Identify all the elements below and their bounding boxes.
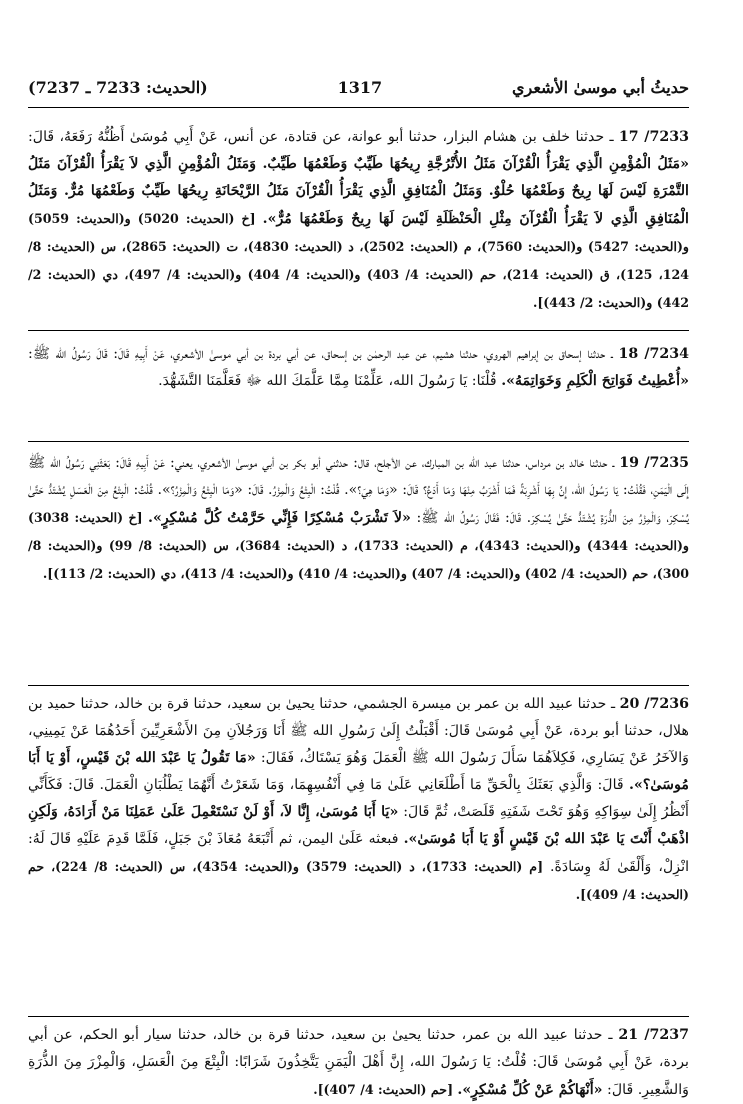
hadith-matn: «مَثَلُ الْمُؤْمِنِ الَّذِي يَقْرَأُ الْقُرْآنَ مَثَلُ الأُتْرُجَّةِ رِيحُهَا طَيِّبٌ وَطَعْمُهَا طَيِّبٌ. وَمَثَلُ الْمُؤْمِنِ الَّذِي لاَ يَقْرَأُ الْقُرْآنَ مَثَلُ التَّمْرَةِ لَيْسَ لَهَا رِيحٌ وَطَعْمُهَا حُلْوٌ. وَمَثَلُ الْمُنَافِقِ الَّذِي يَقْرَأُ الْقُرْآنَ مَثَلُ الرَّيْحَانَةِ رِيحُهَا طَيِّبٌ وَطَعْمُهَا مُرٌّ. وَمَثَلُ الْمُنَافِقِ الَّذِي لاَ يَقْرَأُ الْقُرْآنَ مِثْلِ الْحَنْظَلَةِ لَيْسَ لَهَا رِيحٌ وَطَعْمُهَا مُرٌّ».	[28, 156, 690, 227]
hadith-number: 7233/ 17	[618, 129, 689, 145]
hadith-7235	[28, 450, 689, 588]
header-rule	[28, 107, 689, 108]
hadith-isnad: ـ حدثنا خالد بن مرداس، حدثنا عبد الله بن المبارك، عن الأجلح، قال: حدثني أبو بكر بن أبي موسىٰ الأشعري، يعني: عَنْ أَبِيهِ قَالَ: بَعَثَنِي رَسُولُ الله ﷺ إِلَى الْيَمَنِ، فَقُلْتُ: يَا رَسُولَ الله، إِنَّ بِهَا أَشْرِبَةً فَمَا أَشْرَبُ مِنْهَا وَمَا أَدَعُ؟ قَالَ: «وَمَا هِيَ؟». قُلْتُ: الْبِتْعُ وَالْمِزْرُ. قَالَ: «وَمَا الْبِتْعُ وَالْمِزْرُ؟». قُلْتُ: الْبِتْعُ مِنَ الْعَسَلِ يُشْتَدُّ حَتَّىٰ يُسْكِرَ، وَالْمِزْرُ مِنَ الذُّرَةِ يُشْتَدُّ حَتَّىٰ يُسْكِرَ. قَالَ: فَقَالَ رَسُولُ الله ﷺ:	[28, 455, 689, 526]
page-number: 1317	[337, 77, 383, 97]
hadith-references: [م (الحديث: 1733)، د (الحديث: 3579) و(الحديث: 4354)، س (الحديث: 8/ 224)، حم (الحديث: 4/ 409)].	[28, 859, 689, 902]
hadith-tail: فبعثه عَلَىٰ اليمن، ثم أَتْبَعَهُ مُعَاذَ بْنَ جَبَلٍ، فَلَمَّا قَدِمَ عَلَيْهِ قَالَ لَهُ: انْزِلْ، وَأَلْقَىٰ لَهُ وِسَادَةً.	[28, 831, 690, 875]
hadith-matn: «مَا تَقُولُ يَا عَبْدَ الله بْنَ قَيْسٍ، أَوْ يَا أَبَا مُوسَىٰ؟».	[28, 750, 689, 793]
hadith-number: 7237/ 21	[618, 1027, 689, 1043]
hadith-tail: قُلْنَا: يَا رَسُولَ الله، عَلِّمْنَا مِمَّا عَلَّمَكَ الله ﷻ فَعَلَّمَنَا التَّشَهُّدَ.	[158, 373, 502, 389]
hadith-7237	[28, 1022, 689, 1104]
hadith-references: [خ (الحديث: 3038) و(الحديث: 4344) و(الحديث: 4343)، م (الحديث: 1733)، د (الحديث: 3684)، س (الحديث: 8/ 99) و(الحديث: 8/ 300)، حم (الحديث: 4/ 402) و(الحديث: 4/ 407) و(الحديث: 4/ 410) و(الحديث: 4/ 413)، دي (الحديث: 2/ 113)].	[28, 510, 690, 581]
hadith-number: 7235/ 19	[619, 455, 690, 471]
hadith-isnad: ـ حدثنا عبيد الله بن عمر بن ميسرة الجشمي، حدثنا يحيىٰ بن سعيد، حدثنا قرة بن خالد، حدثنا حميد بن هلال، حدثنا أبو بردة، عَنْ أَبِي مُوسَىٰ قَالَ: أَقْبَلْتُ إِلَىٰ رَسُولِ الله ﷺ أَنَا وَرَجُلاَنِ مِنَ الأَشْعَرِيِّينَ أَحَدُهُمَا عَنْ يَمِينِي، وَالآخَرُ عَنْ يَسَارِي، فَكِلاَهُمَا سَأَلَ رَسُولَ الله ﷺ الْعَمَلَ وَهُوَ يَسْتَاكُ، فَقَالَ:	[27, 696, 690, 766]
hadith-matn-2: «يَا أَبَا مُوسَىٰ، إِنَّا لاَ، أَوْ لَنْ نَسْتَعْمِلَ عَلَىٰ عَمَلِنَا مَنْ أَرَادَهُ، وَلَكِنِ اذْهَبْ أَنْتَ يَا عَبْدَ الله بْنَ قَيْسٍ أَوْ يَا أَبَا مُوسَىٰ».	[28, 804, 689, 847]
hadith-isnad: ـ حدثنا عبيد الله بن عمر، حدثنا يحيىٰ بن سعيد، حدثنا قرة بن خالد، حدثنا سيار أبو الحكم، عن أبي بردة، عَنْ أَبِي مُوسَىٰ قَالَ: قُلْتُ: يَا رَسُولَ الله، إِنَّ أَهْلَ الْيَمَنِ يَتَّخِذُونَ شَرَابًا: الْبِتْعَ مِنَ الْعَسَلِ، وَالْمِزْرَ مِنَ الذُّرَةِ وَالشَّعِيرِ. قَالَ:	[28, 1027, 689, 1098]
hadith-range: (الحديث: 7233 ـ 7237)	[28, 77, 208, 97]
hadith-matn: «لاَ تَشْرَبْ مُسْكِرًا فَإِنِّي حَرَّمْتُ كُلَّ مُسْكِرٍ».	[148, 510, 411, 526]
separator	[28, 1016, 689, 1017]
hadith-7233	[28, 124, 689, 317]
hadith-mid: قَالَ: وَالَّذِي بَعَثَكَ بِالْحَقِّ مَا أَطْلَعَانِي عَلَىٰ مَا فِي أَنْفُسِهِمَا، وَمَا شَعَرْتُ أَنَّهُمَا يَطْلُبَانِ الْعَمَلَ. قَالَ: فَكَأَنِّي أَنْظُرُ إِلَىٰ سِوَاكِهِ وَهُوَ تَحْتَ شَفَتِهِ قَلَصَتْ، ثُمَّ قَالَ:	[28, 777, 689, 820]
hadith-isnad: ـ حدثنا إسحاق بن إبراهيم الهروي، حدثنا هشيم، عن عبد الرحمٰن بن إسحاق، عن أبي بردة بن أبي موسىٰ الأشعري، عَنْ أَبِيهِ قَالَ: قَالَ رَسُولُ الله ﷺ:	[28, 346, 619, 362]
hadith-7234	[28, 341, 689, 395]
separator	[28, 441, 689, 442]
hadith-isnad: ـ حدثنا خلف بن هشام البزار، حدثنا أبو عوانة، عن قتادة، عن أنس، عَنْ أَبِي مُوسَىٰ أَظُنُّهُ رَفَعَهُ، قَالَ:	[28, 129, 619, 145]
hadith-references: [حم (الحديث: 4/ 407)].	[313, 1082, 458, 1097]
hadith-7236	[28, 691, 689, 909]
separator	[28, 685, 689, 686]
hadith-references: [خ (الحديث: 5020) و(الحديث: 5059) و(الحديث: 5427) و(الحديث: 7560)، م (الحديث: 2502)، د (الحديث: 4830)، ت (الحديث: 2865)، س (الحديث: 8/ 124، 125)، ق (الحديث: 214)، حم (الحديث: 4/ 403) و(الحديث: 4/ 404) و(الحديث: 4/ 497)، دي (الحديث: 2/ 442) و(الحديث: 2/ 443)].	[28, 211, 690, 310]
header-title: حديثُ أبي موسىٰ الأشعري	[511, 77, 689, 97]
hadith-matn: «أَنْهَاكُمْ عَنْ كُلِّ مُسْكِرٍ».	[457, 1082, 603, 1098]
hadith-number: 7236/ 20	[619, 696, 689, 712]
hadith-number: 7234/ 18	[618, 346, 690, 362]
hadith-matn: «أُعْطِيتُ فَوَاتِحَ الْكَلِمِ وَخَوَاتِمَهُ».	[501, 373, 689, 389]
page-header	[28, 72, 689, 102]
separator	[28, 330, 689, 331]
